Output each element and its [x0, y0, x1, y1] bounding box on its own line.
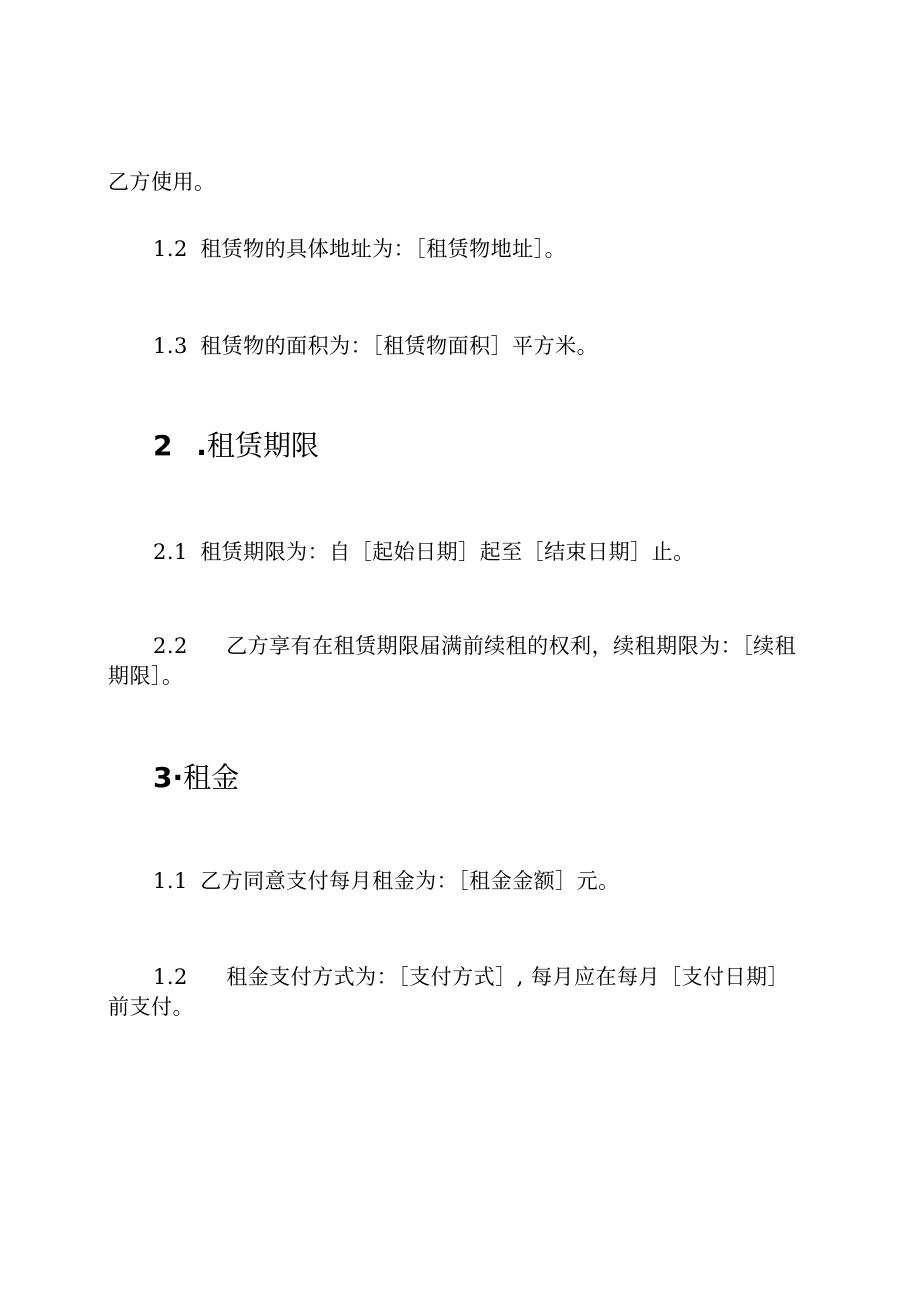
clause-3-1 [153, 865, 620, 897]
clause-text-line1: 租金支付方式为：［支付方式］, 每月应在每月［支付日期］ [226, 965, 790, 989]
continuation-text: 乙方使用。 [108, 170, 216, 194]
clause-3-2-continuation: 前支付。 [108, 995, 194, 1019]
clause-text: 租赁物的面积为：［租赁物面积］平方米。 [200, 334, 599, 358]
section-number: 2 [153, 429, 173, 462]
clause-text: 租赁物的具体地址为：［租赁物地址］。 [200, 237, 567, 261]
section-heading-3 [153, 760, 239, 796]
section-number: 3 [153, 761, 173, 794]
section-heading-2 [153, 428, 319, 464]
clause-2-2 [153, 630, 796, 662]
section-separator: . [196, 429, 207, 462]
clause-1-2 [153, 233, 566, 265]
clause-number: 2.2 [153, 634, 188, 658]
clause-2-2-continuation: 期限］。 [108, 664, 184, 688]
clause-text-line1: 乙方享有在租赁期限届满前续租的权利，续租期限为：［续租 [226, 634, 797, 658]
clause-number: 1.2 [153, 237, 188, 261]
clause-2-1 [153, 536, 695, 568]
clause-number: 1.3 [153, 334, 188, 358]
clause-3-2 [153, 961, 789, 993]
clause-number: 2.1 [153, 540, 188, 564]
clause-number: 1.1 [153, 869, 188, 893]
clause-text: 乙方同意支付每月租金为：［租金金额］元。 [200, 869, 620, 893]
section-title: 租赁期限 [206, 429, 319, 462]
section-title: 租金 [183, 761, 240, 794]
section-separator: · [172, 761, 184, 794]
clause-1-3 [153, 330, 598, 362]
clause-number: 1.2 [153, 965, 188, 989]
clause-text: 租赁期限为：自［起始日期］起至［结束日期］止。 [200, 540, 695, 564]
